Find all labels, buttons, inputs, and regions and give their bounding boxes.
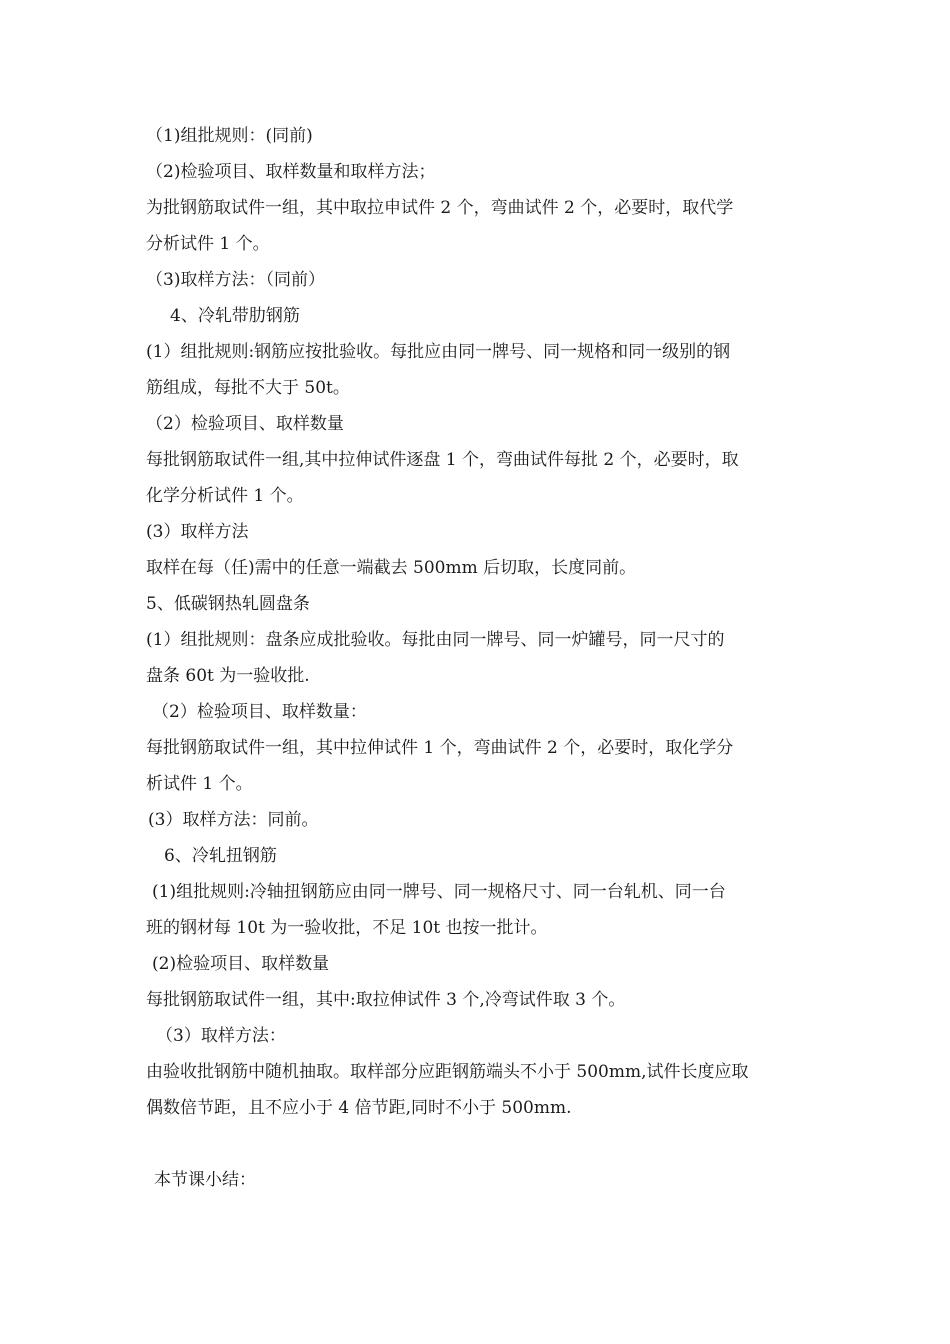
- text-line: 盘条 60t 为一验收批.: [146, 666, 310, 686]
- text-line: （2）检验项目、取样数量: [146, 414, 344, 434]
- text-line: 化学分析试件 1 个。: [146, 486, 304, 506]
- text-line: 筋组成，每批不大于 50t。: [146, 378, 350, 398]
- text-line: 由验收批钢筋中随机抽取。取样部分应距钢筋端头不小于 500mm,试件长度应取: [146, 1062, 749, 1082]
- text-line: 分析试件 1 个。: [146, 234, 270, 254]
- section-heading: 5、低碳钢热轧圆盘条: [146, 594, 310, 614]
- text-line: 每批钢筋取试件一组,其中拉伸试件逐盘 1 个，弯曲试件每批 2 个，必要时，取: [146, 450, 739, 470]
- text-line: 为批钢筋取试件一组，其中取拉申试件 2 个，弯曲试件 2 个，必要时，取代学: [146, 198, 734, 218]
- text-line: (1）组批规则：盘条应成批验收。每批由同一牌号、同一炉罐号，同一尺寸的: [146, 630, 725, 650]
- text-line: （2)检验项目、取样数量和取样方法；: [146, 162, 436, 182]
- section-heading: 6、冷轧扭钢筋: [164, 846, 277, 866]
- text-line: （3）取样方法：: [156, 1026, 286, 1046]
- text-line: (3）取样方法：同前。: [148, 810, 319, 830]
- text-line: (3）取样方法: [146, 522, 249, 542]
- text-line: 每批钢筋取试件一组，其中:取拉伸试件 3 个,冷弯试件取 3 个。: [146, 990, 626, 1010]
- text-line: 每批钢筋取试件一组，其中拉伸试件 1 个，弯曲试件 2 个，必要时，取化学分: [146, 738, 734, 758]
- text-line: 取样在每（任)需中的任意一端截去 500mm 后切取，长度同前。: [146, 558, 637, 578]
- summary-heading: 本节课小结：: [154, 1170, 256, 1190]
- section-heading: 4、冷轧带肋钢筋: [170, 306, 300, 326]
- text-line: 班的钢材每 10t 为一验收批，不足 10t 也按一批计。: [146, 918, 548, 938]
- text-line: 偶数倍节距，且不应小于 4 倍节距,同时不小于 500mm.: [146, 1098, 572, 1118]
- text-line: 析试件 1 个。: [146, 774, 253, 794]
- text-line: (2)检验项目、取样数量: [152, 954, 330, 974]
- text-line: （1)组批规则：(同前): [146, 126, 313, 146]
- text-line: （2）检验项目、取样数量：: [152, 702, 367, 722]
- text-line: (1)组批规则:冷轴扭钢筋应由同一牌号、同一规格尺寸、同一台轧机、同一台: [152, 882, 726, 902]
- text-line: （3)取样方法：（同前）: [146, 270, 325, 290]
- text-line: (1）组批规则:钢筋应按批验收。每批应由同一牌号、同一规格和同一级别的钢: [146, 342, 731, 362]
